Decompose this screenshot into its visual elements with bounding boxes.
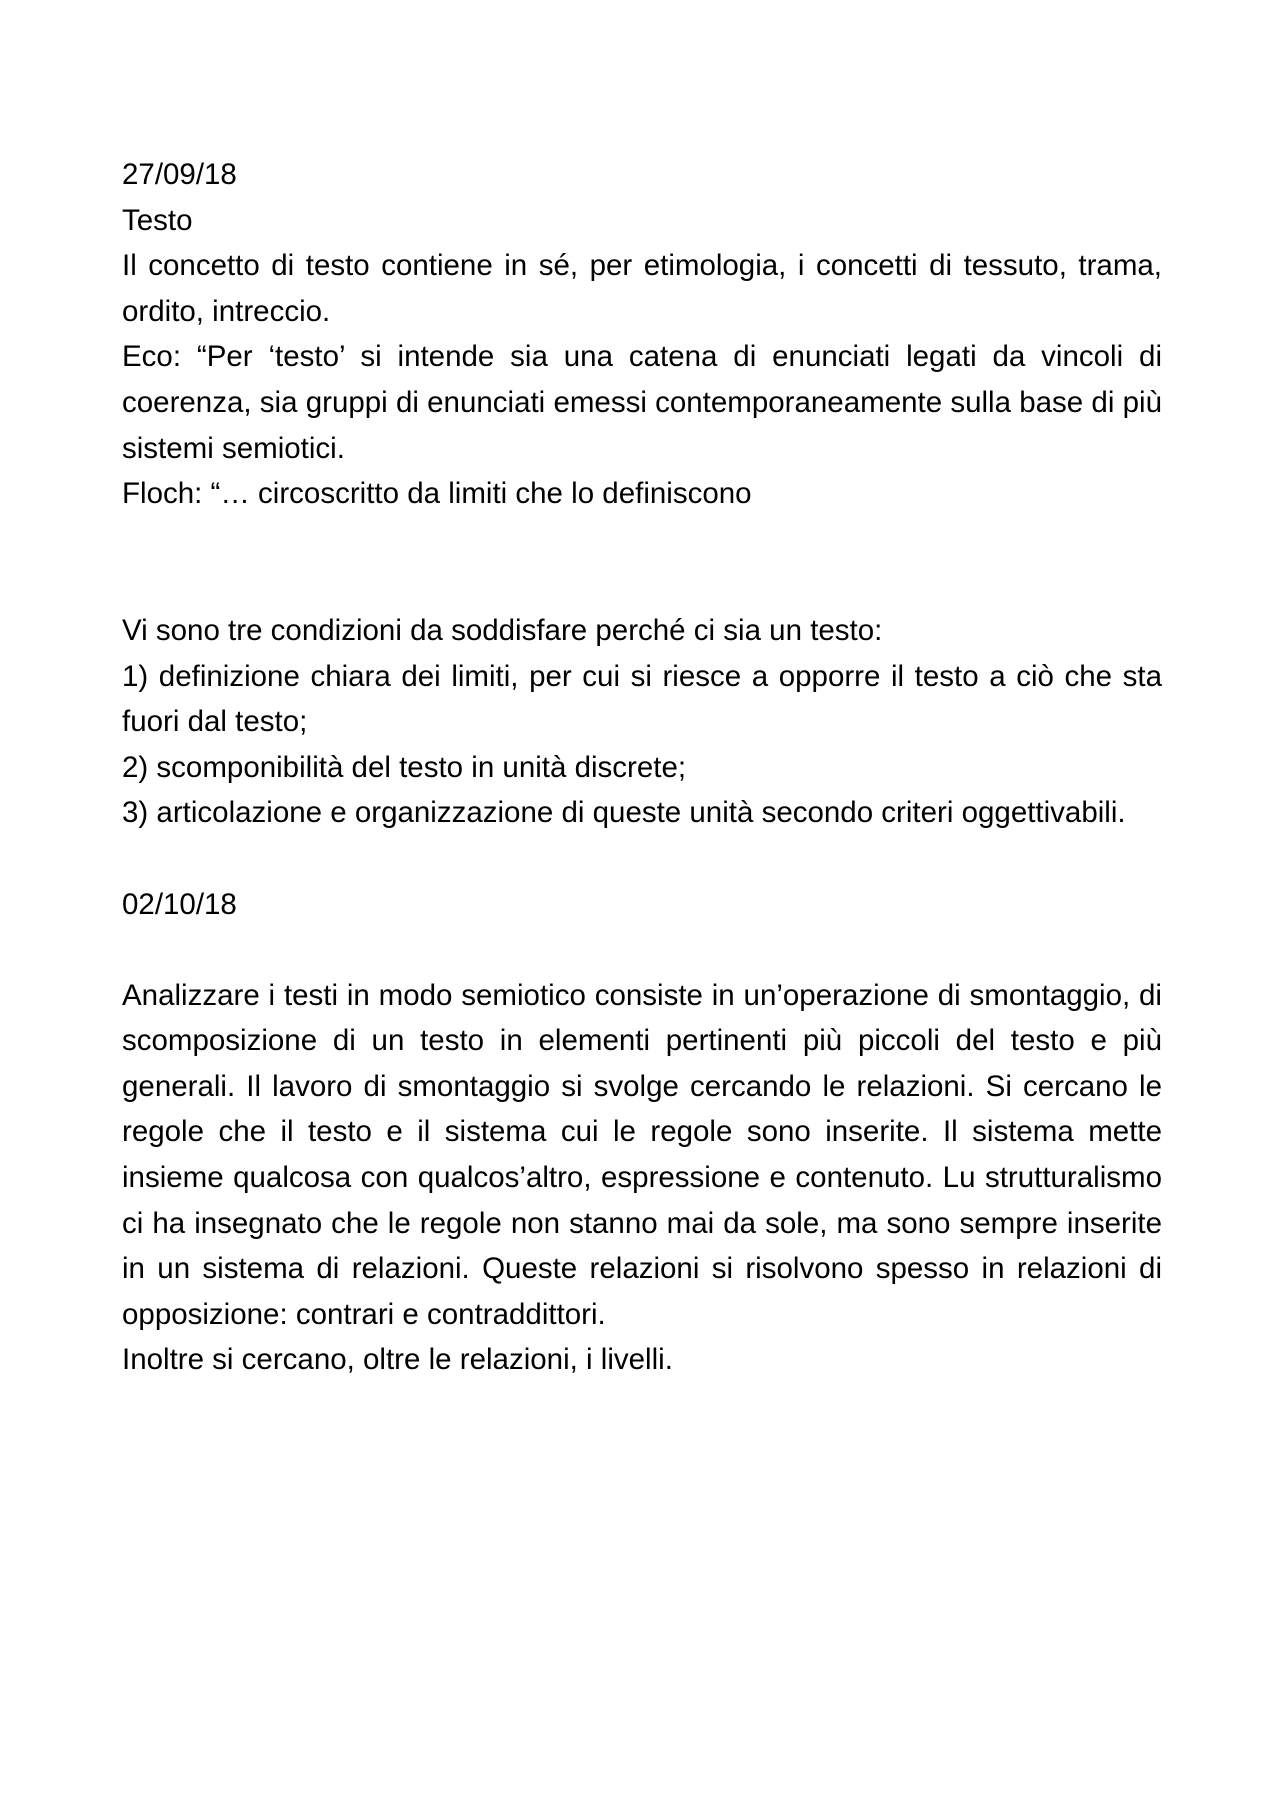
condition-item-1: 1) definizione chiara dei limiti, per cui si riesce a opporre il testo a ciò che sta fuori dal testo; (122, 659, 1162, 739)
condition-item-2: 2) scomponibilità del testo in unità discrete; (122, 750, 687, 784)
paragraph-eco-quote: Eco: “Per ‘testo’ si intende sia una catena di enunciati legati da vincoli di coerenza, sia gruppi di enunciati emessi contemporaneamente sulla base di più sistemi semiotici. (122, 340, 1162, 465)
paragraph-closing: Inoltre si cercano, oltre le relazioni, i livelli. (122, 1343, 673, 1377)
date-1: 27/09/18 (122, 158, 237, 191)
heading-testo: Testo (122, 203, 193, 237)
spacer (122, 927, 1162, 973)
paragraph-conditions-intro: Vi sono tre condizioni da soddisfare perché ci sia un testo: (122, 613, 883, 647)
condition-item-3: 3) articolazione e organizzazione di queste unità secondo criteri oggettivabili. (122, 796, 1126, 830)
spacer (122, 836, 1162, 882)
paragraph-intro: Il concetto di testo contiene in sé, per etimologia, i concetti di tessuto, trama, ordito, intreccio. (122, 249, 1162, 328)
spacer (122, 517, 1162, 608)
document-page (122, 152, 1162, 1383)
paragraph-analysis: Analizzare i testi in modo semiotico consiste in un’operazione di smontaggio, di scomposizione di un testo in elementi pertinenti più piccoli del testo e più generali. Il lavoro di smontaggio si svolge cercando le relazioni. Si cercano le regole che il testo e il sistema cui le regole sono inserite. Il sistema mette insieme qualcosa con qualcos’altro, espressione e contenuto. Lu strutturalismo ci ha insegnato che le regole non stanno mai da sole, ma sono sempre inserite in un sistema di relazioni. Queste relazioni si risolvono spesso in relazioni di opposizione: contrari e contraddittori. (122, 978, 1162, 1331)
date-2: 02/10/18 (122, 887, 237, 921)
paragraph-floch-quote: Floch: “… circoscritto da limiti che lo definiscono (122, 477, 752, 511)
